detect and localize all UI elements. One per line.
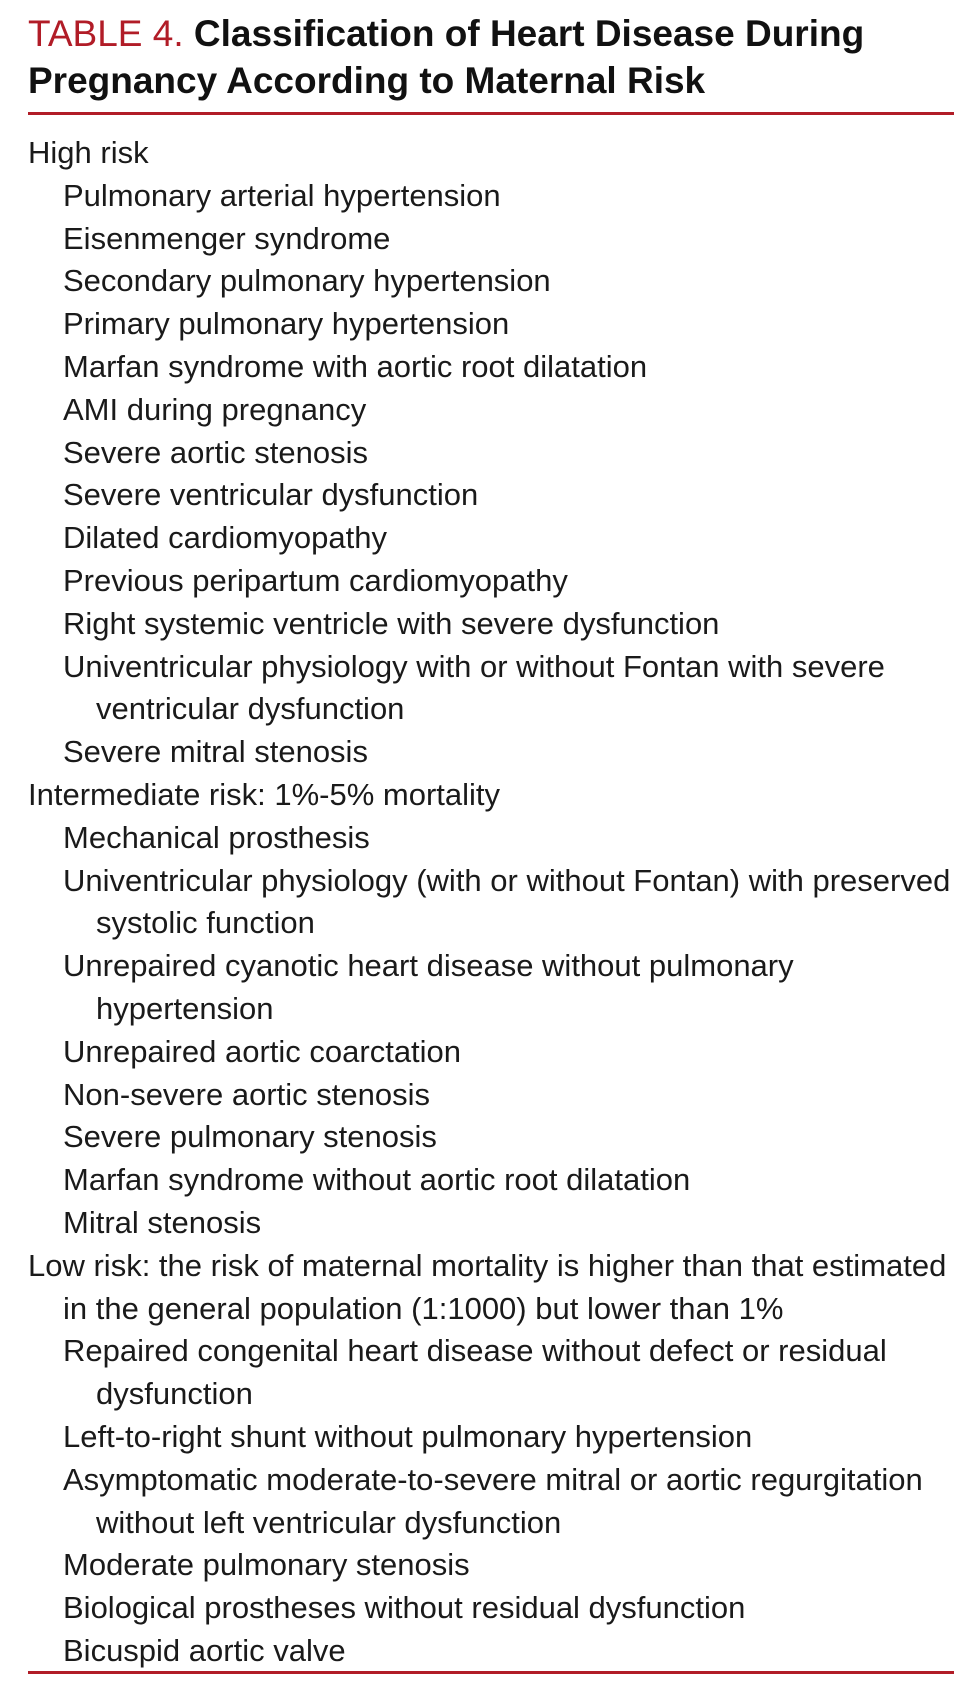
list-item: Secondary pulmonary hypertension — [63, 263, 551, 299]
table-label: TABLE 4. — [28, 13, 184, 54]
list-item: AMI during pregnancy — [63, 391, 367, 427]
list-item-continuation: hypertension — [96, 990, 274, 1026]
list-item-continuation: systolic function — [96, 905, 315, 941]
list-item: Univentricular physiology with or without Fontan with severe — [63, 648, 885, 684]
list-item: Asymptomatic moderate-to-severe mitral or aortic regurgitation — [63, 1461, 923, 1497]
list-item: Right systemic ventricle with severe dysfunction — [63, 605, 720, 641]
list-item: Severe ventricular dysfunction — [63, 477, 479, 513]
list-item: Marfan syndrome with aortic root dilatation — [63, 348, 648, 384]
list-item: Non-severe aortic stenosis — [63, 1076, 430, 1112]
list-item-continuation: without left ventricular dysfunction — [96, 1504, 562, 1540]
list-item: Marfan syndrome without aortic root dilatation — [63, 1162, 691, 1198]
table-title-text: Classification of Heart Disease During — [193, 13, 865, 54]
top-rule — [28, 112, 954, 115]
list-item: Severe aortic stenosis — [63, 434, 368, 470]
category-high-risk: High risk — [28, 135, 149, 170]
bottom-rule — [28, 1671, 954, 1674]
list-item: Biological prostheses without residual dysfunction — [63, 1590, 746, 1626]
list-item: Moderate pulmonary stenosis — [63, 1547, 470, 1583]
list-item-continuation: dysfunction — [96, 1376, 253, 1412]
list-item: Mechanical prosthesis — [63, 819, 370, 855]
list-item: Severe pulmonary stenosis — [63, 1119, 437, 1155]
table-title-text-line2: Pregnancy According to Maternal Risk — [28, 60, 706, 101]
list-item: Bicuspid aortic valve — [63, 1632, 346, 1668]
list-item: Unrepaired aortic coarctation — [63, 1033, 462, 1069]
list-item: Primary pulmonary hypertension — [63, 306, 510, 342]
category-low-risk: Low risk: the risk of maternal mortality is higher than that estimated — [28, 1247, 947, 1283]
list-item: Left-to-right shunt without pulmonary hypertension — [63, 1418, 753, 1454]
list-item: Dilated cardiomyopathy — [63, 520, 387, 556]
category-intermediate-risk: Intermediate risk: 1%-5% mortality — [28, 776, 501, 812]
list-item-continuation: ventricular dysfunction — [96, 691, 405, 727]
table-title — [28, 10, 948, 104]
list-item: Eisenmenger syndrome — [63, 220, 391, 256]
list-item: Severe mitral stenosis — [63, 734, 368, 770]
list-item: Previous peripartum cardiomyopathy — [63, 562, 568, 598]
list-item: Repaired congenital heart disease without defect or residual — [63, 1333, 887, 1369]
list-item: Unrepaired cyanotic heart disease without pulmonary — [63, 948, 794, 984]
list-item: Mitral stenosis — [63, 1204, 262, 1240]
table-body — [28, 132, 958, 1673]
category-low-risk-continuation: in the general population (1:1000) but lower than 1% — [63, 1290, 784, 1326]
list-item: Pulmonary arterial hypertension — [63, 177, 501, 213]
list-item: Univentricular physiology (with or without Fontan) with preserved — [63, 862, 951, 898]
